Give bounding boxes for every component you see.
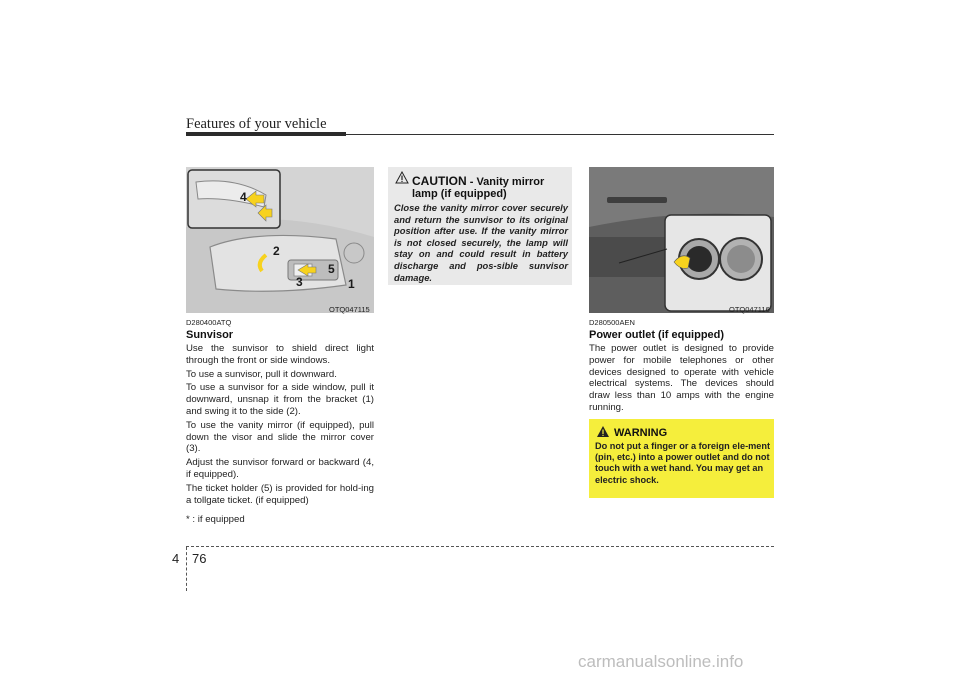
page-number: 76 bbox=[192, 551, 207, 566]
sunvisor-paragraph: Use the sunvisor to shield direct light through the front or side windows. bbox=[186, 343, 374, 366]
header-rule bbox=[346, 134, 774, 135]
right-section-title: Power outlet (if equipped) bbox=[589, 329, 725, 341]
watermark: carmanualsonline.info bbox=[578, 652, 744, 671]
sunvisor-paragraph: To use a sunvisor, pull it downward. bbox=[186, 368, 337, 380]
sunvisor-paragraph: The ticket holder (5) is provided for hold-ing a tollgate ticket. (if equipped) bbox=[186, 482, 374, 506]
sunvisor-paragraph: To use the vanity mirror (if equipped), pull down the visor and slide the mirror cover (3). bbox=[186, 419, 374, 455]
power-outlet-body: The power outlet is designed to provide power for mobile telephones or other devices designed to operate with vehicle electrical systems. The devices should draw less than 10 amps with the engine running. bbox=[589, 343, 774, 413]
power-outlet-figure bbox=[589, 167, 774, 313]
caution-box bbox=[388, 167, 572, 285]
sunvisor-illustration bbox=[186, 167, 374, 313]
caution-text: Close the vanity mirror cover securely and return the sunvisor to its original position after use. If the vanity mirror is not closed securely, the lamp will stay on and could result in battery discharge and pos-sible sunvisor damage. bbox=[394, 202, 568, 283]
left-figure-code: OTQ047115 bbox=[329, 305, 370, 314]
page-header-title: Features of your vehicle bbox=[186, 116, 327, 132]
caution-triangle-icon bbox=[395, 171, 409, 184]
left-section-code: D280400ATQ bbox=[186, 318, 232, 327]
header-bar bbox=[186, 132, 346, 136]
sunvisor-body bbox=[186, 343, 374, 528]
callout-1: 1 bbox=[348, 277, 355, 291]
left-section-title: Sunvisor bbox=[186, 329, 234, 341]
caution-label: CAUTION bbox=[412, 174, 467, 188]
sunvisor-paragraph: To use a sunvisor for a side window, pull it downward, unsnap it from the bracket (1) and swing it to the side (2). bbox=[186, 382, 374, 417]
right-section-code: D280500AEN bbox=[589, 318, 635, 327]
right-figure-code: OTQ047116 bbox=[729, 305, 770, 314]
callout-4: 4 bbox=[240, 190, 247, 204]
caution-subtitle-1: - Vanity mirror bbox=[469, 176, 545, 188]
warning-triangle-icon bbox=[596, 425, 610, 438]
warning-text: Do not put a finger or a foreign ele-ment (pin, etc.) into a power outlet and do not touch with a wet hand. You may get an electric shock. bbox=[595, 441, 771, 485]
callout-3: 3 bbox=[296, 275, 303, 289]
callout-2: 2 bbox=[273, 244, 280, 258]
caution-heading bbox=[412, 174, 570, 200]
callout-5: 5 bbox=[328, 262, 335, 276]
warning-box bbox=[589, 419, 774, 498]
footer-rule bbox=[186, 546, 774, 547]
footer-divider bbox=[186, 547, 187, 591]
sunvisor-figure bbox=[186, 167, 374, 313]
sunvisor-paragraph: Adjust the sunvisor forward or backward (4, if equipped). bbox=[186, 457, 374, 480]
footnote: * : if equipped bbox=[186, 514, 245, 526]
page-chapter: 4 bbox=[172, 551, 180, 566]
power-outlet-illustration bbox=[589, 167, 774, 313]
caution-subtitle-2: lamp (if equipped) bbox=[412, 188, 507, 200]
warning-label: WARNING bbox=[614, 427, 668, 439]
